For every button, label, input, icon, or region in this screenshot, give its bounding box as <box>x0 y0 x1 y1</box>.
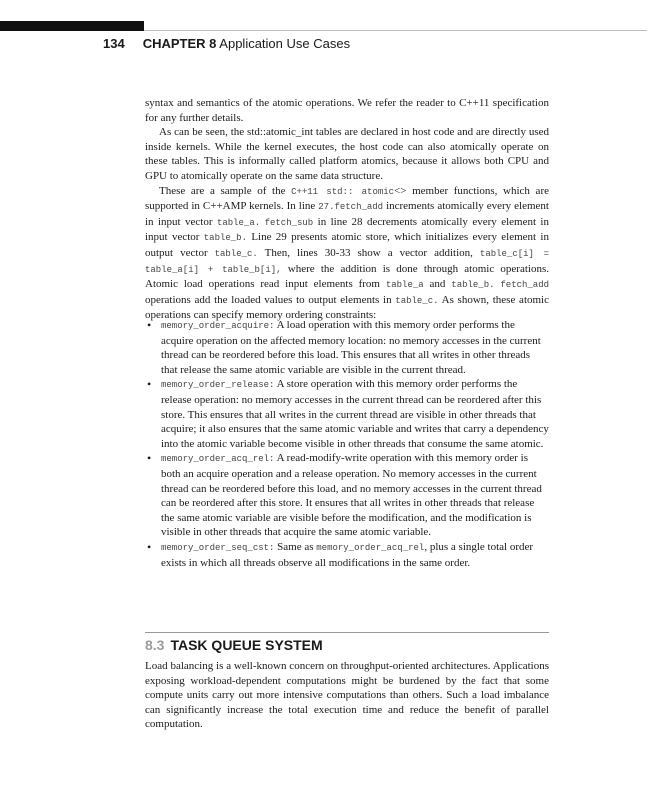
p3-text: in line 28 decrements atomically every element in input vector <box>145 215 549 244</box>
bullet-text: , plus a single total order exists in which all threads observe all modifications in the same order. <box>161 540 534 569</box>
chapter-label: CHAPTER 8 <box>142 36 217 51</box>
section-title: TASK QUEUE SYSTEM <box>170 637 323 653</box>
p3-code: table_a <box>385 280 424 291</box>
p3-code: table_c. <box>395 295 439 306</box>
list-item-acquire <box>145 318 549 377</box>
p3-code: table_b. <box>451 280 495 291</box>
chapter-title: Application Use Cases <box>219 36 351 51</box>
p3-text: <> member functions, which are supported in C++AMP kernels. In line <box>145 184 549 213</box>
p3-text: where the addition is done through atomic operations. Atomic load operations read input elements from <box>145 262 550 291</box>
paragraph-3 <box>145 184 549 323</box>
p3-text: increments atomically every element in input vector <box>145 200 549 228</box>
paragraph-1: syntax and semantics of the atomic operations. We refer the reader to C++11 specification for any further details. <box>145 97 549 124</box>
header-rule <box>144 30 647 31</box>
section-heading <box>145 637 323 653</box>
body-text <box>145 96 549 323</box>
p3-text: Line 29 presents atomic store, which initializes every element in output vector <box>145 231 549 259</box>
p3-text: Then, lines 30-33 show a vector addition, <box>257 246 480 259</box>
p3-code: fetch_add <box>500 280 549 291</box>
page-number: 134 <box>103 36 125 51</box>
running-header <box>103 36 350 51</box>
p3-code: table_c. <box>214 248 258 259</box>
p3-code: fetch_sub <box>264 217 314 228</box>
bullet-code: memory_order_acq_rel: <box>161 454 275 465</box>
bullet-text: Same as <box>274 540 317 553</box>
p3-code: table_b. <box>203 233 247 244</box>
bullet-text: A load operation with this memory order performs the acquire operation on the affected memory location: no memory accesses in the current thread can be reordered before this load. This ensures that all writes in other threads that release the same atomic variable are visible in the current thread. <box>161 319 541 376</box>
header-bar <box>0 21 144 31</box>
section-paragraph: Load balancing is a well-known concern on throughput-oriented architectures. Applications exposing workload-dependent computations might be burdened by the fact that some compute units carry out more intensive computations than others. Such a load imbalance can significantly increase the total execution time and reduce the benefit of parallel computation. <box>145 660 549 731</box>
section-number: 8.3 <box>145 637 165 653</box>
p3-text: and <box>423 278 452 291</box>
p3-text: As shown, these atomic operations can specify memory ordering constraints: <box>145 293 549 322</box>
p3-text: These are a sample of the <box>159 184 292 197</box>
list-item-acq-rel <box>145 451 549 540</box>
bullet-text: A store operation with this memory order performs the release operation: no memory accesses in the current thread can be reordered after this store. This ensures that all writes in the current thread are visible in other threads that acquire; it also ensures that the same atomic variable and writes that carry a dependency into the atomic variable become visible in other threads that consume the same atomic. <box>161 378 549 450</box>
bullet-code: memory_order_release: <box>161 380 275 391</box>
list-item-seq-cst <box>145 540 549 570</box>
p3-code: 27.fetch_add <box>318 202 384 213</box>
bullet-code: memory_order_seq_cst: <box>161 542 275 553</box>
bullet-code: memory_order_acq_rel <box>316 542 425 553</box>
bullet-code: memory_order_acquire: <box>161 321 275 331</box>
section-divider <box>145 632 549 633</box>
memory-order-list <box>145 318 549 570</box>
p3-code: table_a. <box>216 217 261 228</box>
p3-text: operations add the loaded values to output elements in <box>145 293 396 306</box>
section-body <box>145 659 549 732</box>
bullet-text: A read-modify-write operation with this memory order is both an acquire operation and a release operation. No memory accesses in the current thread can be reordered before this load, and no memory accesses in the current thread can be reordered after this store. It ensures that all writes in other threads that release the same atomic variable are visible before the modification, and the modification is visible in other threads that acquire the same atomic variable. <box>161 452 542 539</box>
list-item-release <box>145 377 549 451</box>
paragraph-2: As can be seen, the std::atomic_int tables are declared in host code and are directly used inside kernels. While the kernel executes, the host code can also atomically operate on these tables. This is informally called platform atomics, because it allows both CPU and GPU to atomically operate on the same data structure. <box>145 126 549 182</box>
p3-code: table_c[i] = table_a[i] + table_b[i], <box>145 248 549 275</box>
p3-code: C++11 std:: atomic <box>291 186 395 197</box>
